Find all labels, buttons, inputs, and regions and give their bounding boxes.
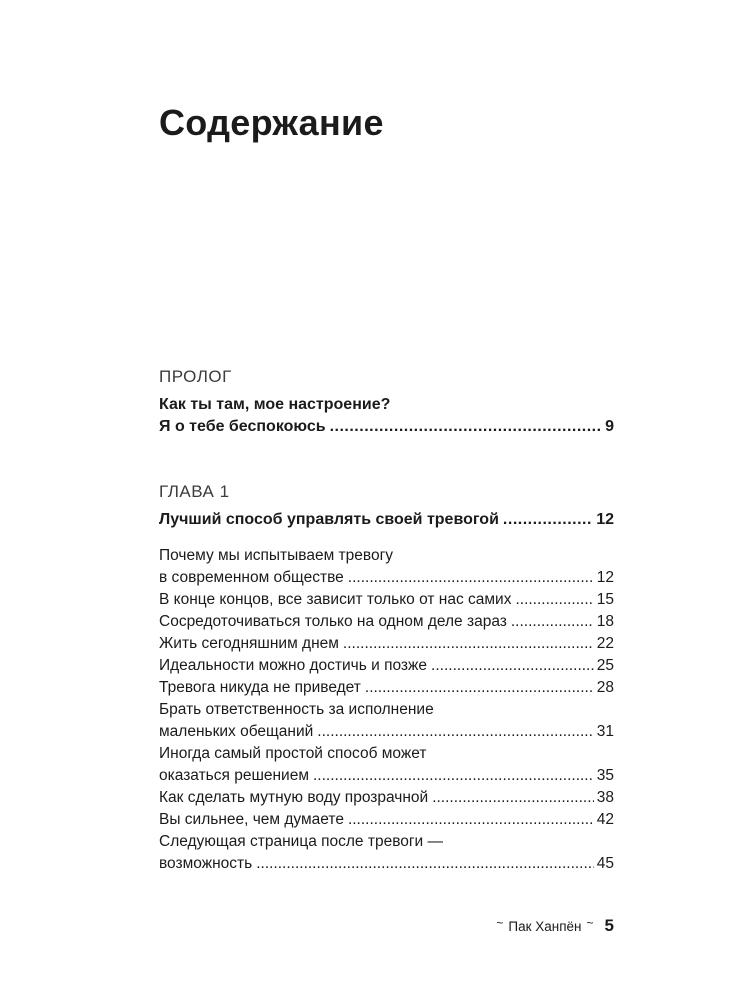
toc-entry-title: Тревога никуда не приведет — [159, 679, 361, 696]
toc-entry-page: 31 — [596, 723, 614, 740]
toc-entry-7-line-1: Брать ответственность за исполнение — [159, 701, 434, 718]
dot-leader — [313, 765, 594, 787]
dot-leader — [348, 567, 594, 589]
toc-entry-title: Я о тебе беспокоюсь — [159, 418, 326, 435]
toc-entry-chapter-1[interactable] — [159, 509, 614, 531]
prologue-title-line-1: Как ты там, мое настроение? — [159, 396, 391, 413]
dot-leader — [343, 633, 594, 655]
toc-entry-3[interactable] — [159, 611, 614, 633]
toc-entry-page: 25 — [596, 657, 614, 674]
toc-entry-6[interactable] — [159, 677, 614, 699]
toc-entry-title: возможность — [159, 855, 253, 872]
toc-entry-title: Вы сильнее, чем думаете — [159, 811, 344, 828]
toc-entry-page: 45 — [596, 855, 614, 872]
tilde-ornament-right: ~ — [586, 916, 594, 930]
toc-entry-10[interactable] — [159, 809, 614, 831]
toc-entry-title: Идеальности можно достичь и позже — [159, 657, 428, 674]
page-number: 5 — [604, 916, 614, 935]
chapter-1-label: ГЛАВА 1 — [159, 482, 230, 501]
toc-entry-page: 12 — [596, 511, 614, 528]
toc-entry-prologue[interactable] — [159, 416, 614, 438]
dot-leader — [256, 853, 594, 875]
tilde-ornament-left: ~ — [496, 916, 504, 930]
toc-entry-page: 12 — [596, 569, 614, 586]
dot-leader — [503, 509, 593, 531]
toc-entry-title: в современном обществе — [159, 569, 344, 586]
toc-entry-page: 15 — [596, 591, 614, 608]
toc-entry-8[interactable] — [159, 765, 614, 787]
toc-entry-title: оказаться решением — [159, 767, 309, 784]
toc-entry-page: 9 — [605, 418, 614, 435]
dot-leader — [330, 416, 603, 438]
toc-entry-4[interactable] — [159, 633, 614, 655]
toc-entry-page: 18 — [596, 613, 614, 630]
toc-entry-title: В конце концов, все зависит только от нас самих — [159, 591, 512, 608]
toc-entry-1[interactable] — [159, 567, 614, 589]
toc-entry-page: 38 — [596, 789, 614, 806]
toc-entry-11-line-1: Следующая страница после тревоги — — [159, 833, 443, 850]
toc-entry-title: Лучший способ управлять своей тревогой — [159, 511, 499, 528]
toc-entry-2[interactable] — [159, 589, 614, 611]
page-title: Содержание — [159, 102, 384, 143]
toc-entry-11[interactable] — [159, 853, 614, 875]
dot-leader — [515, 589, 593, 611]
toc-entry-page: 35 — [596, 767, 614, 784]
dot-leader — [317, 721, 593, 743]
dot-leader — [365, 677, 594, 699]
toc-entry-page: 22 — [596, 635, 614, 652]
page-footer — [491, 916, 614, 936]
toc-entry-title: Сосредоточиваться только на одном деле зараз — [159, 613, 507, 630]
toc-entry-title: Жить сегодняшним днем — [159, 635, 339, 652]
toc-entry-page: 42 — [596, 811, 614, 828]
toc-entry-page: 28 — [596, 679, 614, 696]
toc-entry-8-line-1: Иногда самый простой способ может — [159, 745, 427, 762]
prologue-label: ПРОЛОГ — [159, 367, 232, 386]
toc-entry-1-line-1: Почему мы испытываем тревогу — [159, 547, 393, 564]
toc-entry-7[interactable] — [159, 721, 614, 743]
dot-leader — [348, 809, 594, 831]
toc-entry-9[interactable] — [159, 787, 614, 809]
toc-entry-5[interactable] — [159, 655, 614, 677]
dot-leader — [432, 787, 594, 809]
dot-leader — [431, 655, 594, 677]
toc-entry-title: Как сделать мутную воду прозрачной — [159, 789, 429, 806]
dot-leader — [511, 611, 594, 633]
footer-author: Пак Ханпён — [508, 919, 582, 934]
toc-entry-title: маленьких обещаний — [159, 723, 314, 740]
